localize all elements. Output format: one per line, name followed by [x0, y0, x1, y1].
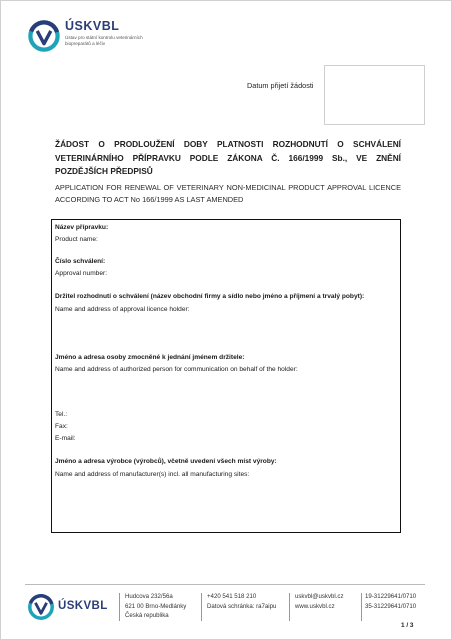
approval-number-label-en: Approval number:: [55, 270, 108, 277]
address-country: Česká republika: [125, 612, 169, 620]
footer-separator: [361, 593, 362, 621]
footer-contact: [207, 592, 276, 611]
footer-logo: [27, 593, 123, 623]
brand-name: ÚSKVBL: [65, 19, 120, 33]
footer-divider: [25, 584, 425, 585]
uskvbl-shield-icon: [27, 19, 61, 53]
email-label: E-mail:: [55, 435, 76, 442]
footer-accounts: [365, 592, 416, 611]
footer-separator: [119, 593, 120, 621]
footer-online: [295, 592, 344, 611]
receipt-date-box[interactable]: [324, 65, 425, 125]
product-name-label-cz: Název přípravku:: [55, 224, 109, 231]
address-city: 621 00 Brno-Medlánky: [125, 602, 187, 610]
page-subtitle: APPLICATION FOR RENEWAL OF VETERINARY NON-MEDICINAL PRODUCT APPROVAL LICENCE ACCORDING TO ACT No 166/1999 AS LAST AMENDED: [55, 183, 401, 205]
footer-separator: [201, 593, 202, 621]
application-form-box: [51, 219, 401, 533]
manufacturer-label-en: Name and address of manufacturer(s) incl. all manufacturing sites:: [55, 471, 250, 478]
footer-phone: +420 541 518 210: [207, 593, 257, 600]
bank-account-1: 19-31229641/0710: [365, 593, 417, 600]
tel-label: Tel.:: [55, 411, 68, 418]
product-name-label-en: Product name:: [55, 236, 98, 243]
footer-databox: Datová schránka: ra7aipu: [207, 602, 277, 610]
page-number: 1 / 3: [401, 622, 414, 629]
address-street: Hudcova 232/56a: [125, 593, 173, 600]
approval-number-label-cz: Číslo schválení:: [55, 258, 106, 265]
receipt-date-label: Datum přijetí žádosti: [247, 81, 314, 90]
authorized-person-label-cz: Jméno a adresa osoby zmocněné k jednání jménem držitele:: [55, 354, 245, 361]
footer-separator: [289, 593, 290, 621]
brand-subtitle: Ústav pro státní kontrolu veterinárních biopreparátů a léčiv: [65, 35, 143, 46]
uskvbl-shield-icon: [27, 593, 55, 621]
footer-web-link[interactable]: www.uskvbl.cz: [295, 602, 335, 610]
footer-address: [125, 592, 186, 621]
fax-label: Fax:: [55, 423, 68, 430]
manufacturer-label-cz: Jméno a adresa výrobce (výrobců), včetně uvedení všech míst výroby:: [55, 458, 277, 465]
bank-account-2: 35-31229641/0710: [365, 602, 417, 610]
authorized-person-label-en: Name and address of authorized person for communication on behalf of the holder:: [55, 366, 298, 373]
footer-brand-name: ÚSKVBL: [58, 600, 108, 612]
holder-label-en: Name and address of approval licence holder:: [55, 306, 190, 313]
footer-email-link[interactable]: uskvbl@uskvbl.cz: [295, 593, 344, 600]
uskvbl-logo: [27, 16, 167, 58]
holder-label-cz: Držitel rozhodnutí o schválení (název obchodní firmy a sídlo nebo jméno a příjmení a trvalý pobyt):: [55, 293, 365, 300]
page-title: ŽÁDOST O PRODLOUŽENÍ DOBY PLATNOSTI ROZHODNUTÍ O SCHVÁLENÍ VETERINÁRNÍHO PŘÍPRAVKU PODLE ZÁKONA Č. 166/1999 Sb., VE ZNĚNÍ POZDĚJŠÍCH PŘEDPISŮ: [55, 139, 401, 177]
